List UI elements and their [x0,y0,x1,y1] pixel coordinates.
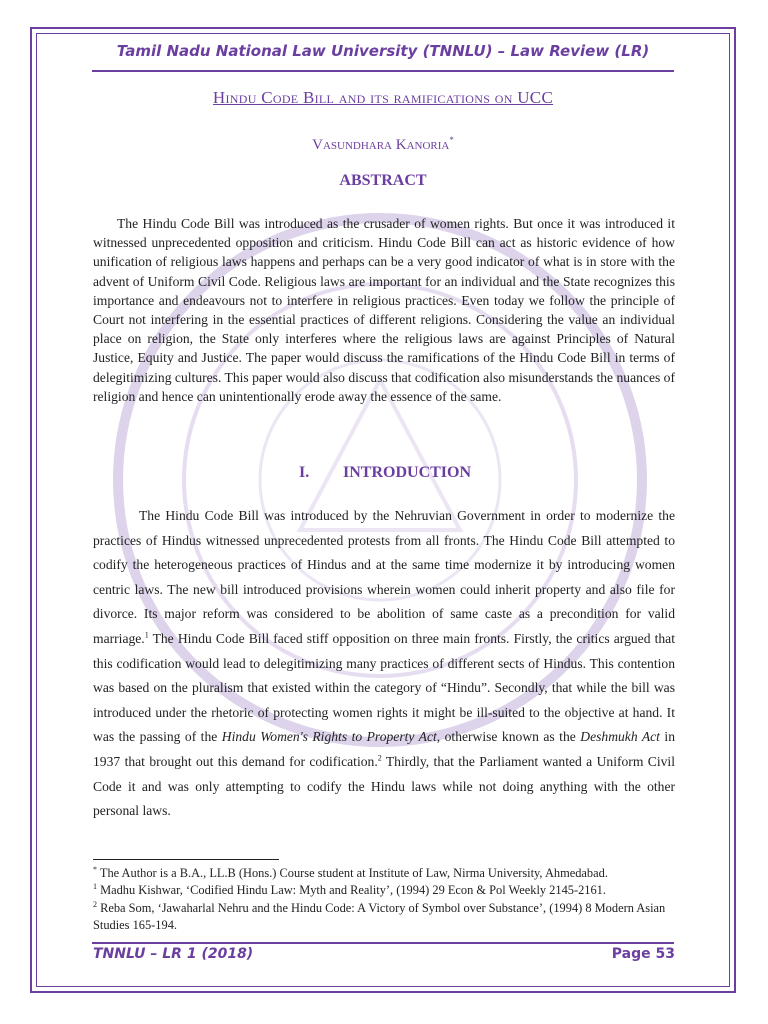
intro-text-5: Thirdly, that the Parliament wanted a Uniform Civil Code it and was only attempting to codify the Hindu laws while not doing anything with the other personal laws. [93,753,675,819]
footnote-text: The Author is a B.A., LL.B (Hons.) Course student at Institute of Law, Nirma University, Ahmedabad. [97,866,608,880]
author-line [40,135,726,154]
introduction-paragraph [93,504,675,824]
intro-text-4: in 1937 that brought out this demand for codification. [93,729,676,769]
article-title: Hindu Code Bill and its ramifications on UCC [212,88,554,107]
footnotes [93,865,675,935]
journal-header: Tamil Nadu National Law University (TNNLU) – Law Review (LR) [116,42,650,60]
section-title: INTRODUCTION [343,464,472,481]
footnote-item [93,882,675,899]
page-number: Page 53 [611,946,675,962]
intro-text-1: The Hindu Code Bill was introduced by the Nehruvian Government in order to modernize the practices of Hindus witnessed unprecedented protests from all fronts. The Hindu Code Bill attempted to codify the heterogeneous practices of Hindus and at the same time modernize it by introducing women centric laws. The new bill introduced provisions wherein women could inherit property and also file for divorce. Its major reform was considered to be abolition of same caste as a precondition for valid marriage. [93,508,675,646]
author-name: Vasundhara Kanoria [312,137,450,153]
act-title-2: Deshmukh Act [580,729,660,745]
intro-text-3: , otherwise known as the [436,729,581,745]
author-footnote-mark[interactable]: * [449,135,454,145]
footer-rule [92,942,674,944]
footnote-item [93,900,675,935]
abstract-text: The Hindu Code Bill was introduced as the crusader of women rights. But once it was introduced it witnessed unprecedented opposition and criticism. Hindu Code Bill can act as historic evidence of how unification of religious laws happens and perhaps can be a very good indicator of what is in store with the advent of Uniform Civil Code. Religious laws are important for an individual and the State recognizes this importance and endeavours not to interfere in religious practices. Even today we follow the principle of Court not interfering in the essential practices of different religions. Considering the value an individual place on religion, the State only interferes where the religious laws are against Principles of Natural Justice, Equity and Justice. The paper would discuss the ramifications of the Hindu Code Bill in terms of delegitimizing cultures. This paper would also discuss that codification also misunderstands the nuances of religion and hence can unintentionally erode away the essence of the same. [93,216,675,404]
act-title-1: Hindu Women's Rights to Property Act [221,729,437,745]
footnote-ref-1[interactable]: 1 [144,630,149,640]
abstract-heading: ABSTRACT [339,172,427,189]
footnote-separator [93,859,279,860]
footnote-ref-2[interactable]: 2 [377,753,382,763]
footnote-text: Madhu Kishwar, ‘Codified Hindu Law: Myth and Reality’, (1994) 29 Econ & Pol Weekly 2145-2161. [97,883,606,898]
footnote-mark: 1 [93,882,97,892]
footer-citation: TNNLU – LR 1 (2018) [93,946,254,962]
footnote-mark: 2 [93,899,97,909]
footnote-item [93,865,675,882]
intro-text-2: The Hindu Code Bill faced stiff opposition on three main fronts. Firstly, the critics argued that this codification would lead to delegitimizing many practices of different sects of Hindus. This contention was based on the pluralism that existed within the category of “Hindu”. Secondly, that while the bill was introduced under the rhetoric of protecting women rights it might be ill-suited to the objective at hand. It was the passing of the [93,630,675,745]
section-number: I. [299,464,310,481]
footnote-text: Reba Som, ‘Jawaharlal Nehru and the Hindu Code: A Victory of Symbol over Substance’, (1994) 8 Modern Asian Studies 165-194. [93,900,666,933]
header-rule [92,70,674,72]
footnote-mark: * [93,864,97,874]
